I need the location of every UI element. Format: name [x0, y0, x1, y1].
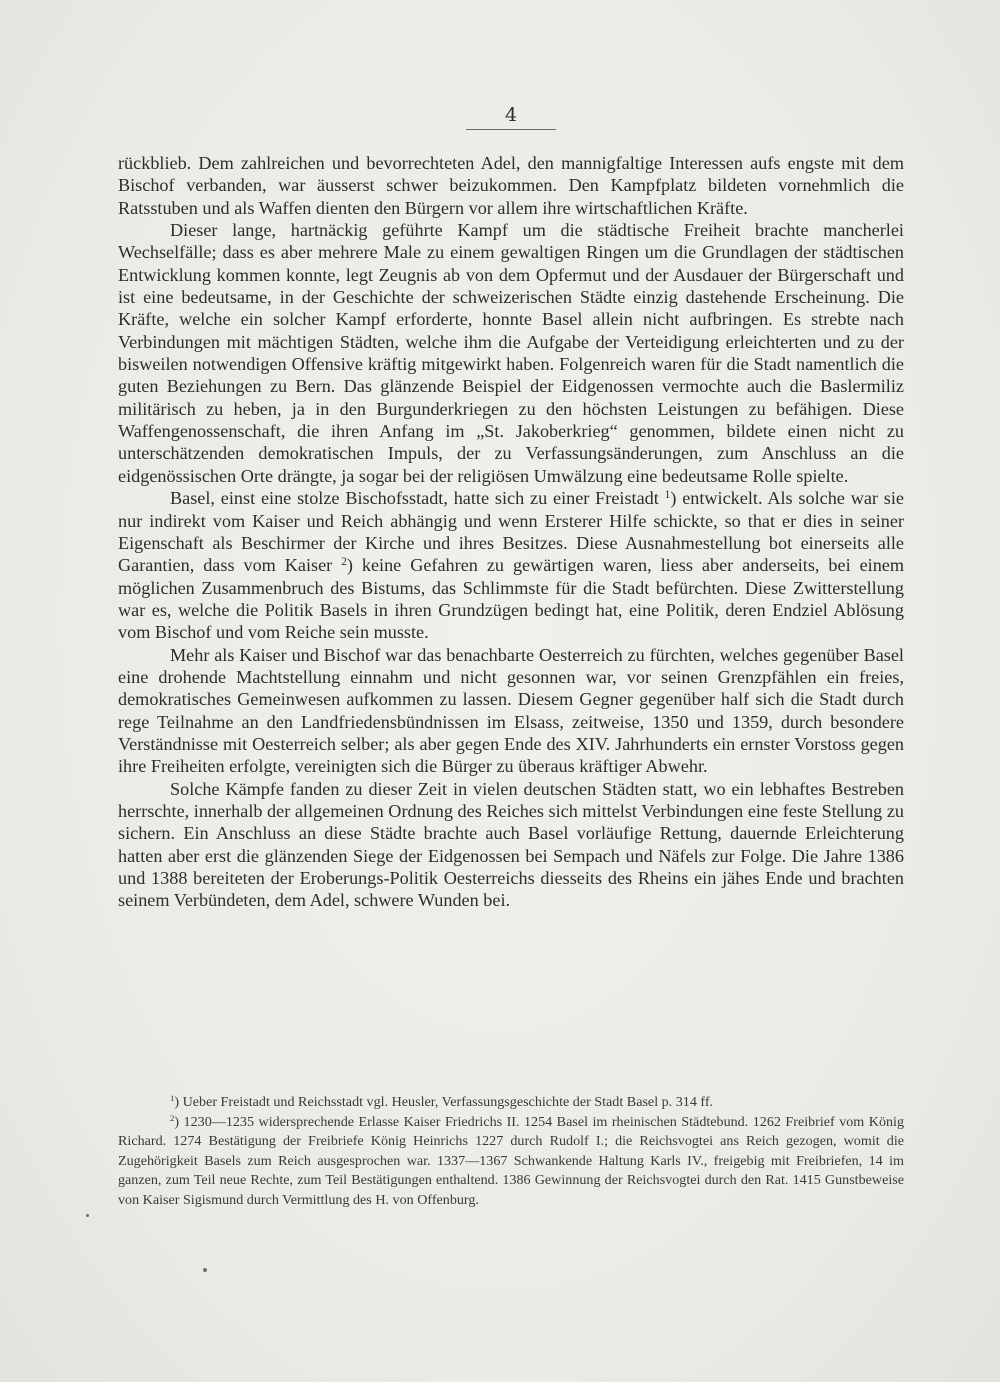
main-text [118, 152, 904, 912]
footnote-1-text: ) Ueber Freistadt und Reichsstadt vgl. Heusler, Verfassungsgeschichte der Stadt Basel p. 314 ff. [174, 1094, 714, 1110]
paragraph-4: Mehr als Kaiser und Bischof war das benachbarte Oesterreich zu fürchten, welches gegenüber Basel eine drohende Machtstellung einnahm und nicht gesonnen war, vor seinen Grenzpfählen ein freies, demokratisches Gemeinwesen aufkommen zu lassen. Diesem Gegner gegenüber half sich die Stadt durch rege Teilnahme an den Landfriedensbündnissen im Elsass, zeitweise, 1350 und 1359, durch besondere Verständnisse mit Oesterreich selber; als aber gegen Ende des XIV. Jahrhunderts ein ernster Vorstoss gegen ihre Freiheiten erfolgte, vereinigten sich die Bürger zu überaus kräftiger Abwehr. [118, 644, 904, 777]
paper-speck [86, 1214, 89, 1217]
paragraph-3 [118, 487, 904, 643]
footnote-2 [118, 1113, 904, 1211]
paragraph-3-part-1: Basel, einst eine stolze Bischofsstadt, hatte sich zu einer Freistadt [170, 488, 659, 509]
footnote-2-text: ) 1230—1235 widersprechende Erlasse Kaiser Friedrichs II. 1254 Basel im rheinischen Städtebund. 1262 Freibrief vom König Richard. 1274 Bestätigung der Freibriefe König Heinrichs 1227 durch Rudolf I.; die Reichsvogtei ans Reich gezogen, womit die Zugehörigkeit Basels zum Reich ausgesprochen war. 1337—1367 Schwankende Haltung Karls IV., freigebig mit Freibriefen, 14 im ganzen, zum Teil neue Rechte, zum Teil Bestätigungen enthaltend. 1386 Gewinnung der Reichsvogtei durch den Rat. 1415 Gunstbeweise von Kaiser Sigismund durch Vermittlung des H. von Offenburg. [118, 1113, 904, 1208]
paragraph-3-part-3: ) keine Gefahren zu gewärtigen waren, liess aber anderseits, bei einem möglichen Zusammenbruch des Bistums, das Schlimmste für die Stadt befürchten. Diese Zwitterstellung war es, welche die Politik Basels in ihren Grundzügen bedingt hat, eine Politik, deren Endziel Ablösung vom Bischof und vom Reiche sein musste. [118, 555, 905, 643]
page-number: 4 [466, 104, 556, 130]
paragraph-1: rückblieb. Dem zahlreichen und bevorrechteten Adel, den mannigfaltige Interessen aufs engste mit dem Bischof verbanden, war äusserst schwer beizukommen. Den Kampfplatz bildeten vornehmlich die Ratsstuben und als Waffen dienten den Bürgern vor allem ihre wirtschaftlichen Kräfte. [118, 153, 904, 218]
paragraph-3-part-2: ) entwickelt. Als solche war sie nur indirekt vom Kaiser und Reich abhängig und wenn Ersterer Hilfe schickte, so that er dies in seiner Eigenschaft als Beschirmer der Kirche und ihres Besitzes. Diese Ausnahmestellung bot einerseits alle Garantien, dass vom Kaiser [118, 488, 904, 576]
footnote-2-mark: 2 [170, 1112, 175, 1123]
footnote-1-mark: 1 [170, 1093, 175, 1104]
paragraph-2: Dieser lange, hartnäckig geführte Kampf um die städtische Freiheit brachte mancherlei Wechselfälle; dass es aber mehrere Male zu einem gewaltigen Ringen um die Grundlagen der städtischen Entwicklung kommen konnte, legt Zeugnis ab von dem Opfermut und der Ausdauer der Bürgerschaft und ist eine bedeutsame, in der Geschichte der schweizerischen Städte einzig dastehende Erscheinung. Die Kräfte, welche ein solcher Kampf erforderte, honnte Basel allein nicht aufbringen. Es strebte nach Verbindungen mit mächtigen Städten, welche ihm die Aufgabe der Verteidigung erleichterten und zu der bisweilen notwendigen Offensive kräftig mitgewirkt haben. Folgenreich waren für die Stadt namentlich die guten Beziehungen zu Bern. Das glänzende Beispiel der Eidgenossen vermochte auch die Baslermiliz militärisch zu heben, ja in den Burgunderkriegen zu den höchsten Leistungen zu befähigen. Diese Waffengenossenschaft, die ihren Anfang im „St. Jakoberkrieg“ genommen, bildete einen nicht zu unterschätzenden demokratischen Impuls, der zu Verfassungsänderungen, zum Anschluss an die eidgenössischen Orte drängte, ja sogar bei der religiösen Umwälzung eine bedeutsame Rolle spielte. [118, 220, 904, 486]
footnote-1 [118, 1093, 904, 1113]
paragraph-5: Solche Kämpfe fanden zu dieser Zeit in vielen deutschen Städten statt, wo ein lebhaftes Bestreben herrschte, innerhalb der allgemeinen Ordnung des Reiches sich mittelst Verbindungen eine feste Stellung zu sichern. Ein Anschluss an diese Städte brachte auch Basel vorläufige Rettung, dauernde Erleichterung hatten aber erst die glänzenden Siege der Eidgenossen bei Sempach und Näfels zur Folge. Die Jahre 1386 und 1388 bereiteten der Eroberungs-Politik Oesterreichs diesseits des Rheins ein jähes Ende und brachten seinem Verbündeten, dem Adel, schwere Wunden bei. [118, 778, 904, 911]
footnote-ref-1: 1 [664, 488, 671, 501]
paper-speck [203, 1268, 207, 1272]
footnotes [118, 1093, 904, 1211]
footnote-ref-2: 2 [341, 555, 347, 568]
